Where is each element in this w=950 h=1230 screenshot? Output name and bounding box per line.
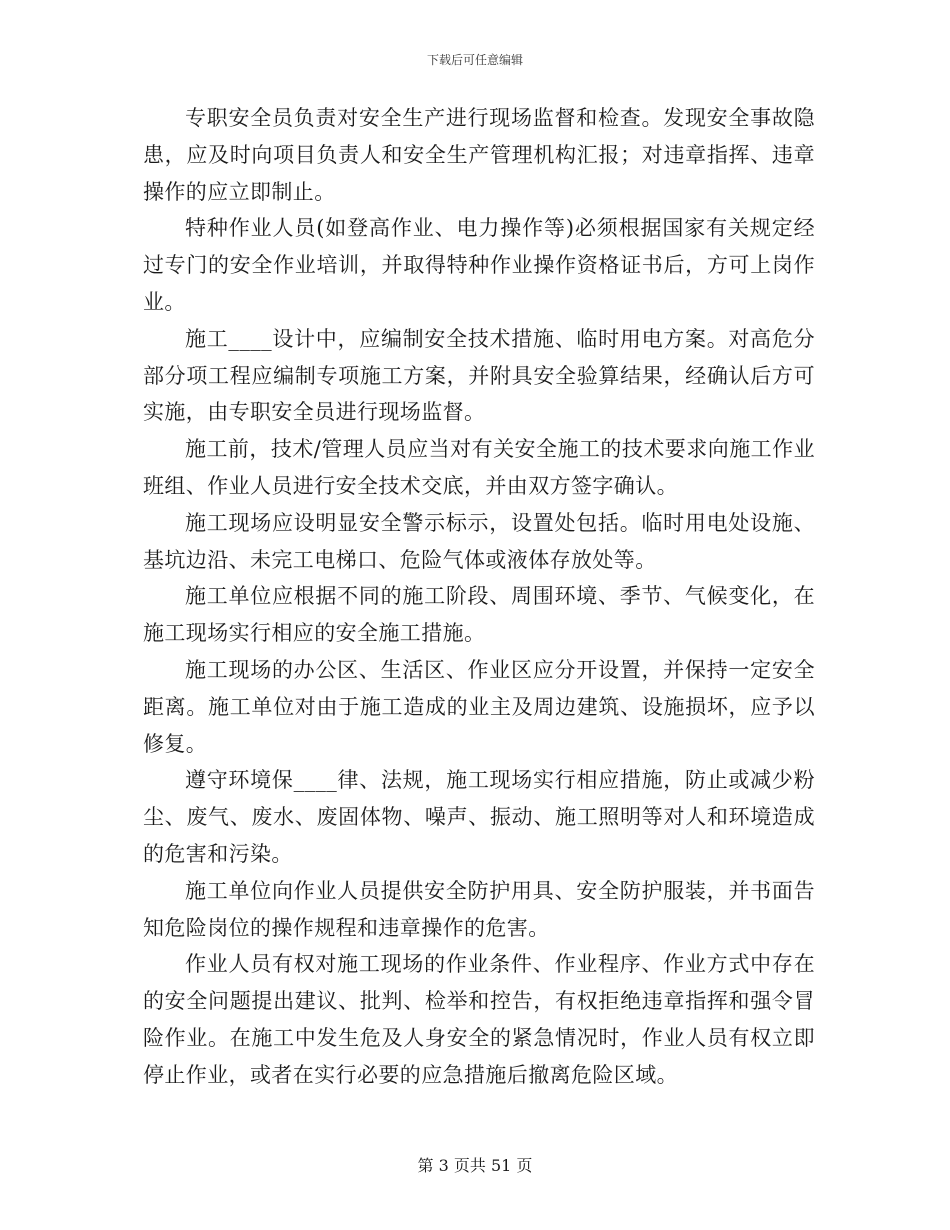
paragraph-4: 施工前，技术/管理人员应当对有关安全施工的技术要求向施工作业班组、作业人员进行安全技术交底，并由双方签字确认。	[143, 437, 815, 498]
paragraph-10: 作业人员有权对施工现场的作业条件、作业程序、作业方式中存在的安全问题提出建议、批判、检举和控告，有权拒绝违章指挥和强令冒险作业。在施工中发生危及人身安全的紧急情况时，作业人员有权立即停止作业，或者在实行必要的应急措施后撤离危险区域。	[143, 952, 815, 1087]
paragraph-1: 专职安全员负责对安全生产进行现场监督和检查。发现安全事故隐患，应及时向项目负责人和安全生产管理机构汇报；对违章指挥、违章操作的应立即制止。	[143, 106, 815, 204]
paragraph-9: 施工单位向作业人员提供安全防护用具、安全防护服装，并书面告知危险岗位的操作规程和违章操作的危害。	[143, 878, 815, 940]
page-header: 下载后可任意编辑	[426, 53, 523, 67]
paragraph-2: 特种作业人员(如登高作业、电力操作等)必须根据国家有关规定经过专门的安全作业培训，并取得特种作业操作资格证书后，方可上岗作业。	[143, 216, 815, 314]
page-footer: 第 3 页共 51 页	[417, 1156, 533, 1175]
paragraph-8: 遵守环境保____律、法规，施工现场实行相应措施，防止或减少粉尘、废气、废水、废固体物、噪声、振动、施工照明等对人和环境造成的危害和污染。	[143, 768, 815, 866]
document-body	[143, 100, 815, 1094]
paragraph-6: 施工单位应根据不同的施工阶段、周围环境、季节、气候变化，在施工现场实行相应的安全施工措施。	[143, 584, 815, 646]
paragraph-5: 施工现场应设明显安全警示标示，设置处包括。临时用电处设施、基坑边沿、未完工电梯口、危险气体或液体存放处等。	[143, 510, 815, 572]
paragraph-3: 施工____设计中，应编制安全技术措施、临时用电方案。对高危分部分项工程应编制专项施工方案，并附具安全验算结果，经确认后方可实施，由专职安全员进行现场监督。	[143, 326, 815, 425]
paragraph-7: 施工现场的办公区、生活区、作业区应分开设置，并保持一定安全距离。施工单位对由于施工造成的业主及周边建筑、设施损坏，应予以修复。	[143, 657, 815, 756]
